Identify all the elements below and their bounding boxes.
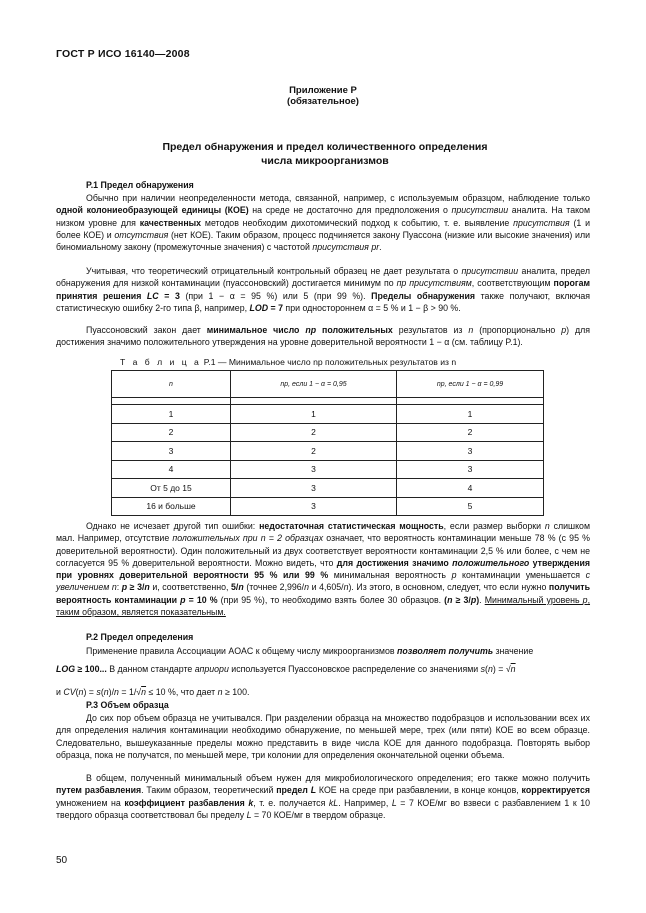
table-cell: 2 <box>112 423 231 442</box>
section-heading-p3: P.3 Объем образца <box>86 700 169 710</box>
table-cell: 3 <box>397 442 544 461</box>
page-number: 50 <box>56 855 68 866</box>
table-row <box>112 405 544 424</box>
table-cell: 3 <box>112 442 231 461</box>
title-line-2: числа микроорганизмов <box>261 155 389 167</box>
paragraph-p1-control: Учитывая, что теоретический отрицательный контрольный образец не дает результата о присутствии аналита, предел обнаружения для низкой контаминации (пуассоновский) достигается минимум по пр присутствиям, соответствующим порогам принятия решения LC = 3 (при 1 − α = 95 %) или 5 (при 99 %). Пределы обнаружения также получают, включая статистическую ошибку 2-го типа β, например, LOD = 7 при одностороннем α = 5 % и 1 − β > 90 %. <box>56 266 591 313</box>
section-heading-p1: P.1 Предел обнаружения <box>86 180 194 190</box>
table-header-row <box>112 371 544 398</box>
appendix-label: Приложение Р <box>289 85 357 96</box>
table-cell: 3 <box>231 460 397 479</box>
table-caption <box>120 357 456 367</box>
paragraph-power: Однако не исчезает другой тип ошибки: недостаточная статистическая мощность, если размер выборки n слишком мал. Например, отсутствие положительных при n = 2 образцах означает, что вероятность контаминации меньше 78 % (с 95 % доверительной вероятности). Один положительный из двух соответствует вероятности контаминации 2,5 % или более, с чем не согласуется 95 % доверительной вероятности. Можно видеть, что для достижения значимо положительного утверждения при уровнях доверительной вероятности 95 % или 99 % минимальная вероятность p контаминации уменьшается с увеличением n: p ≥ 3/n и, соответственно, 5/n (точнее 2,996/n и 4,605/n). Из этого, в основном, следует, что если нужно получить вероятность контаминации p = 10 % (при 95 %), то необходимо взять более 30 образцов. (n ≥ 3/p). Минимальный уровень p, таким образом, является показательным. <box>56 521 591 618</box>
table-cell: 4 <box>397 479 544 498</box>
title-line-1: Предел обнаружения и предел количественного определения <box>162 141 488 153</box>
table-cell: 2 <box>231 442 397 461</box>
table-cell: 1 <box>112 405 231 424</box>
paragraph-p2-log: LOG ≥ 100... В данном стандарте априори используется Пуассоновское распределение со значениями s(n) = √n <box>56 664 516 674</box>
table-row <box>112 479 544 498</box>
header-cell-n: n <box>112 371 231 398</box>
section-heading-p2: P.2 Предел определения <box>86 632 194 642</box>
paragraph-p1-poisson: Пуассоновский закон дает минимальное число np положительных результатов из n (пропорционально p) для достижения значимо положительного утверждения на уровне доверительной вероятности 1 − α (см. таблицу P.1). <box>56 325 591 348</box>
header-cell-099: np, если 1 − α = 0,99 <box>397 371 544 398</box>
paragraph-p2-cv: и CV(n) = s(n)/n = 1/√n ≤ 10 %, что дает n ≥ 100. <box>56 687 250 697</box>
header-cell-095: np, если 1 − α = 0,95 <box>231 371 397 398</box>
paragraph-p3-dilution: В общем, полученный минимальный объем нужен для микробиологического определения; его также можно получить путем разбавления. Таким образом, теоретический предел L КОЕ на среде при разбавлении, в конце концов, корректируется умножением на коэффициент разбавления k, т. е. получается kL. Например, L = 7 КОЕ/мг во взвеси с разбавлением 1 к 10 твердого образца соответствовал бы пределу L = 70 КОЕ/мг в твердом образце. <box>56 773 591 820</box>
standard-header: ГОСТ Р ИСО 16140—2008 <box>56 48 190 60</box>
table-caption-prefix: Т а б л и ц а <box>120 357 202 367</box>
table-caption-text: — Минимальное число np положительных результатов из n <box>217 357 457 367</box>
page-title <box>120 140 530 168</box>
table-cell: 2 <box>397 423 544 442</box>
table-cell: От 5 до 15 <box>112 479 231 498</box>
appendix-status: (обязательное) <box>287 96 359 107</box>
table-cell: 2 <box>231 423 397 442</box>
table-cell: 4 <box>112 460 231 479</box>
table-row <box>112 442 544 461</box>
table-cell: 3 <box>231 497 397 516</box>
paragraph-p3-volume: До сих пор объем образца не учитывался. При разделении образца на множество подобразцов и использовании всех их для определения наличия контаминации необходимо обнаружение, по меньшей мере, трех (или пяти) КОЕ во всем образце. Следовательно, вышеуказанные пределы можно представить в виде числа КОЕ для данного подобразца. Повторять выбор образца, пока не получатся, по меньшей мере, три колонии для определения окончательной оценки объема. <box>56 713 590 760</box>
table-cell: 5 <box>397 497 544 516</box>
paragraph-p2-aoac: Применение правила Ассоциации AOAC к общему числу микроорганизмов позволяет получить значение <box>86 646 534 656</box>
table-cell: 3 <box>231 479 397 498</box>
table-caption-number: P.1 <box>203 357 216 367</box>
table-row <box>112 497 544 516</box>
table-cell: 16 и больше <box>112 497 231 516</box>
table-row <box>112 460 544 479</box>
table-cell: 1 <box>231 405 397 424</box>
paragraph-p1-intro: Обычно при наличии неопределенности метода, связанной, например, с используемым образцом, наблюдение только одной колониеобразующей единицы (КОЕ) на среде не достаточно для предположения о присутствии аналита. На таком низком уровне для качественных методов необходим дихотомический подход к событию, т. е. выявление присутствия (1 и более КОЕ) и отсутствия (нет КОЕ). Таким образом, процесс подчиняется закону Пуассона (низкие или высокие значения) или биномиальному закону (промежуточные значения) с частотой присутствия pr. <box>56 193 590 253</box>
table-cell: 1 <box>397 405 544 424</box>
table-row <box>112 423 544 442</box>
table-cell: 3 <box>397 460 544 479</box>
results-table <box>111 370 544 516</box>
